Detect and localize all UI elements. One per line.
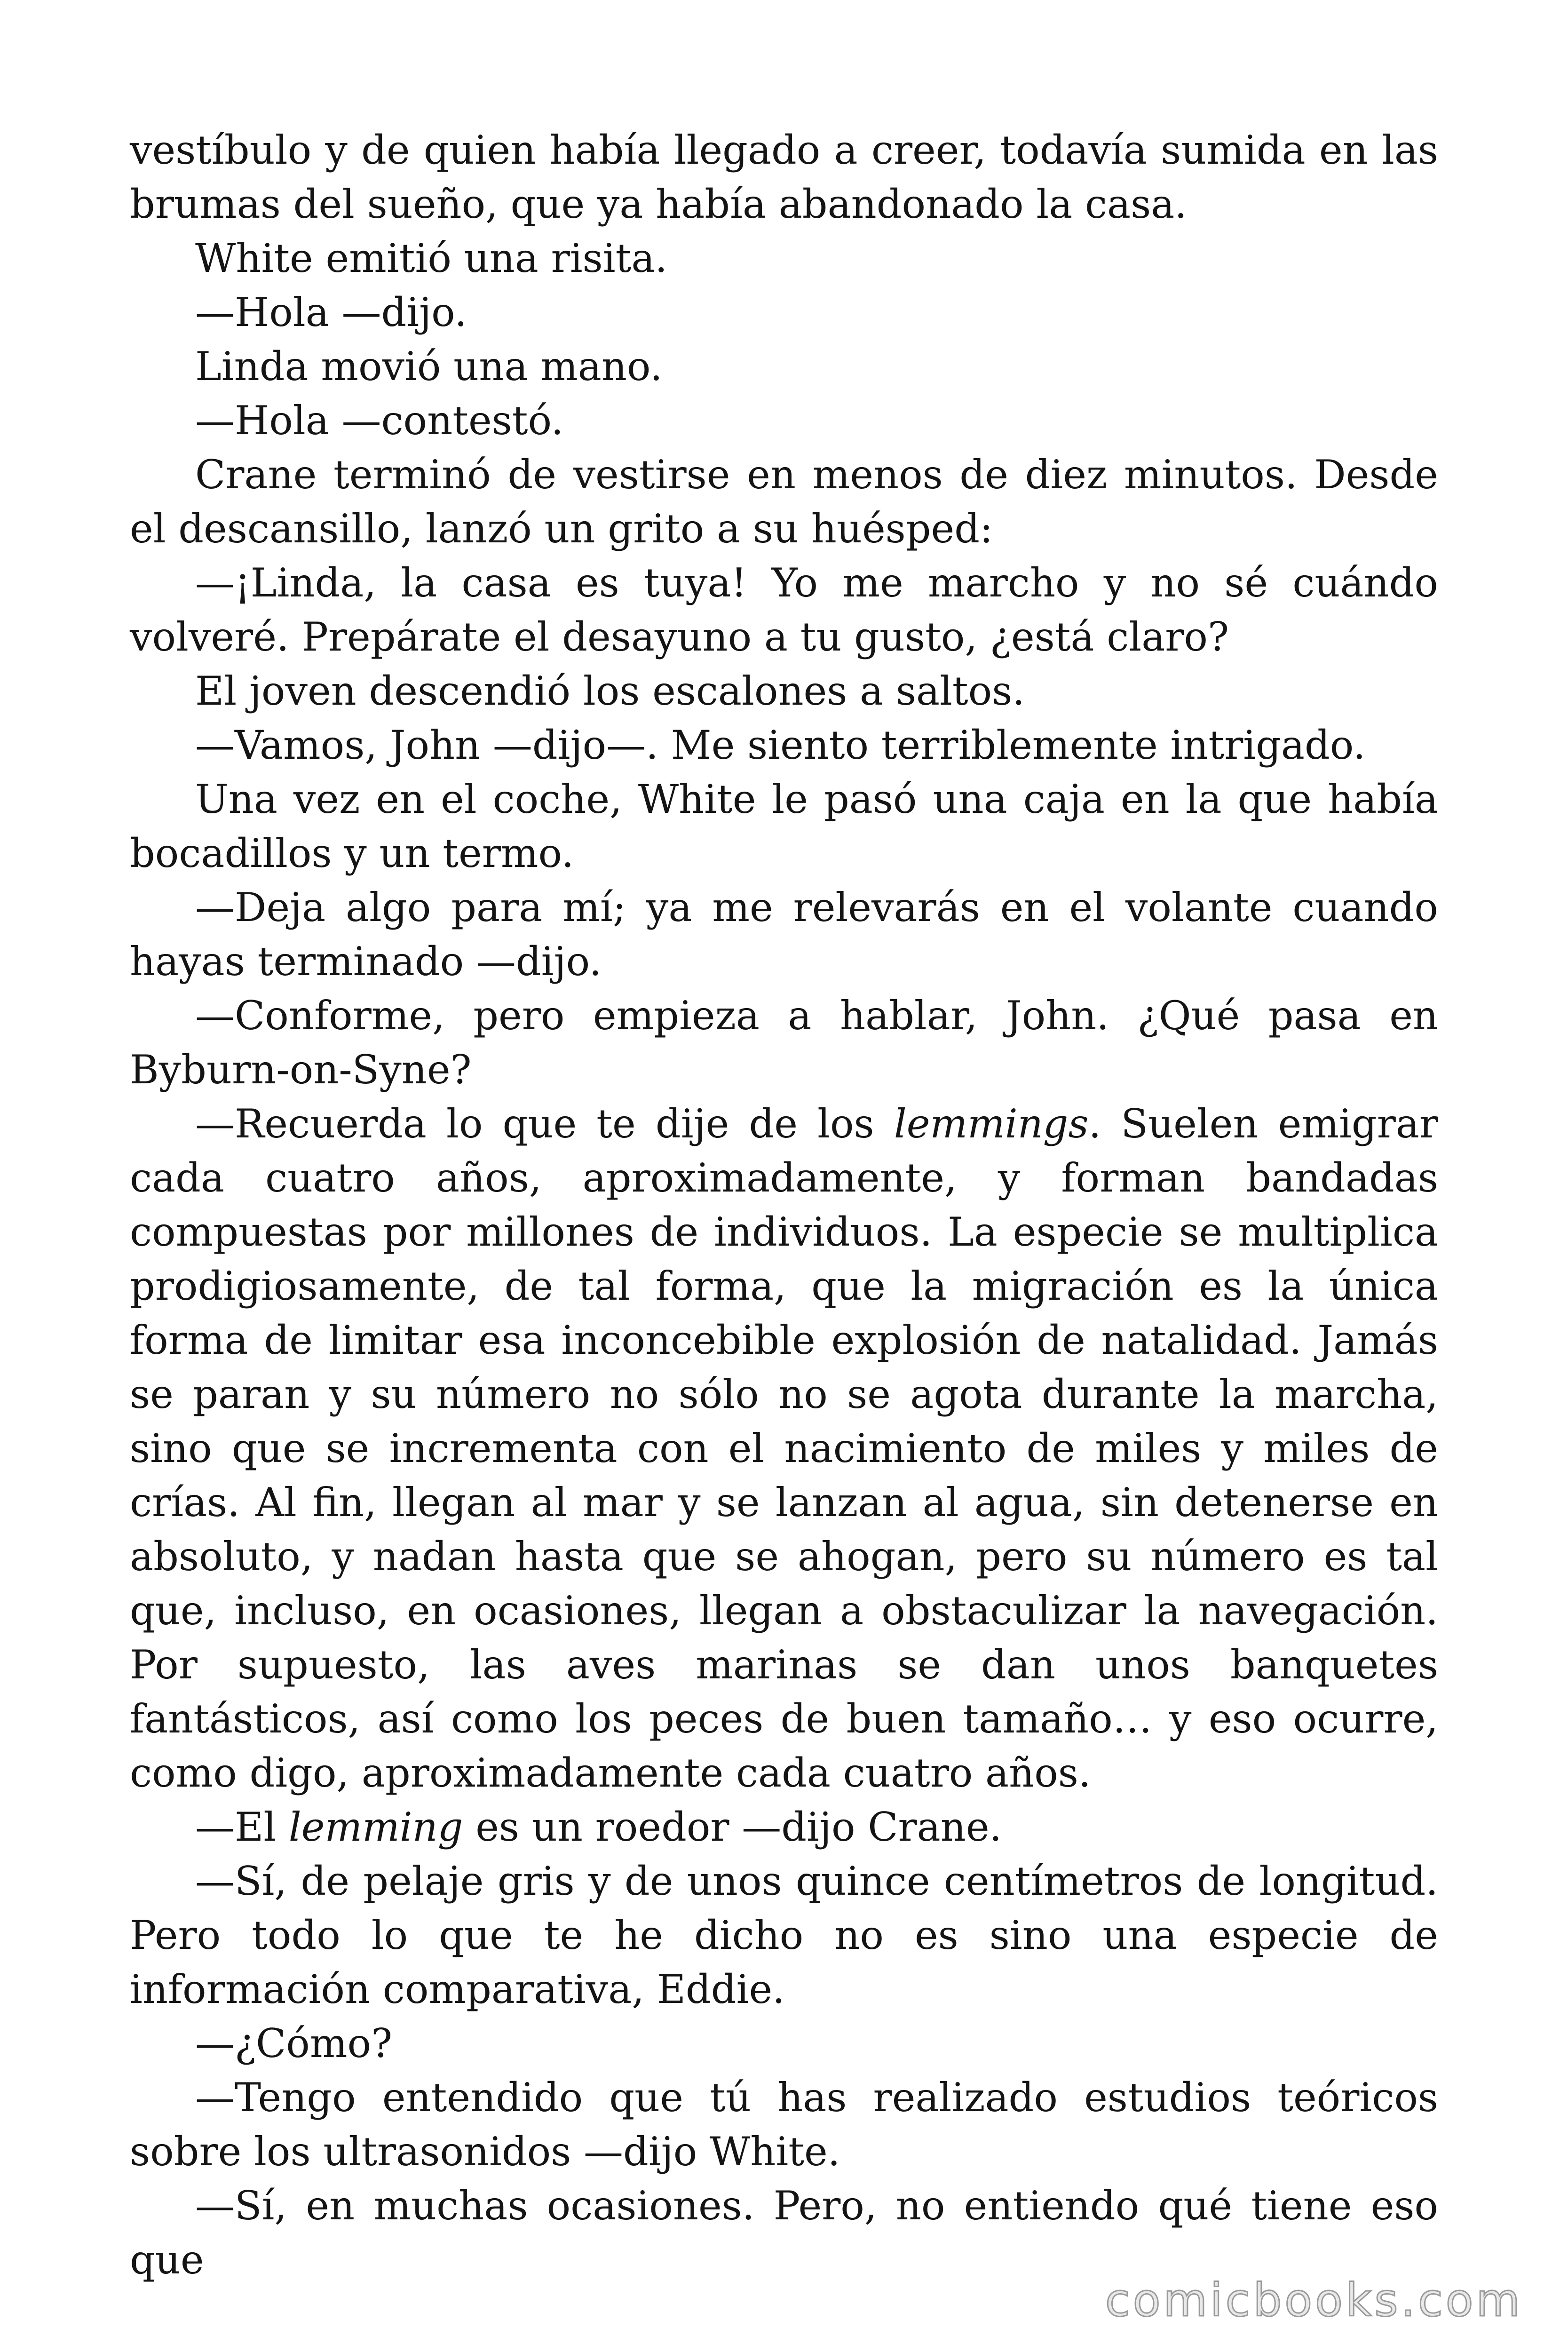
dialogue-line: —Tengo entendido que tú has realizado estudios teóricos sobre los ultrasonidos —dijo White. — [130, 2074, 1438, 2175]
dialogue-line: —Sí, de pelaje gris y de unos quince centímetros de longitud. Pero todo lo que te he dicho no es sino una especie de información comparativa, Eddie. — [130, 1858, 1438, 2012]
dialogue-line: —Hola —dijo. — [195, 289, 467, 335]
italic-term: lemmings — [894, 1101, 1089, 1147]
paragraph: El joven descendió los escalones a saltos. — [195, 668, 1025, 714]
dialogue-line: —Hola —contestó. — [195, 397, 564, 444]
dialogue-line: —Conforme, pero empieza a hablar, John. ¿Qué pasa en Byburn-on-Syne? — [130, 993, 1438, 1093]
dialogue-line: —Vamos, John —dijo—. Me siento terriblemente intrigado. — [195, 722, 1366, 768]
paragraph: Una vez en el coche, White le pasó una caja en la que había bocadillos y un termo. — [130, 776, 1438, 876]
dialogue-line: —¿Cómo? — [195, 2020, 393, 2066]
italic-term: lemming — [288, 1804, 463, 1850]
dialogue-line: —El lemming es un roedor —dijo Crane. — [195, 1804, 1002, 1850]
dialogue-line: —Deja algo para mí; ya me relevarás en el volante cuando hayas terminado —dijo. — [130, 884, 1438, 985]
paragraph: Crane terminó de vestirse en menos de diez minutos. Desde el descansillo, lanzó un grito a su huésped: — [130, 452, 1438, 552]
page-text — [130, 123, 1438, 2287]
paragraph: vestíbulo y de quien había llegado a creer, todavía sumida en las brumas del sueño, que ya había abandonado la casa. — [130, 127, 1438, 227]
watermark: comicbooks.com — [1105, 2274, 1523, 2327]
paragraph: Linda movió una mano. — [195, 343, 663, 389]
dialogue-line: —Recuerda lo que te dije de los lemmings. Suelen emigrar cada cuatro años, aproximadamente, y forman bandadas compuestas por millones de individuos. La especie se multiplica prodigiosamente, de tal forma, que la migración es la única forma de limitar esa inconcebible explosión de natalidad. Jamás se paran y su número no sólo no se agota durante la marcha, sino que se incrementa con el nacimiento de miles y miles de crías. Al fin, llegan al mar y se lanzan al agua, sin detenerse en absoluto, y nadan hasta que se ahogan, pero su número es tal que, incluso, en ocasiones, llegan a obstaculizar la navegación. Por supuesto, las aves marinas se dan unos banquetes fantásticos, así como los peces de buen tamaño… y eso ocurre, como digo, aproximadamente cada cuatro años. — [130, 1101, 1438, 1796]
dialogue-line: —Sí, en muchas ocasiones. Pero, no entiendo qué tiene eso que — [130, 2183, 1438, 2283]
paragraph: White emitió una risita. — [195, 235, 668, 281]
dialogue-line: —¡Linda, la casa es tuya! Yo me marcho y no sé cuándo volveré. Prepárate el desayuno a tu gusto, ¿está claro? — [130, 560, 1438, 660]
